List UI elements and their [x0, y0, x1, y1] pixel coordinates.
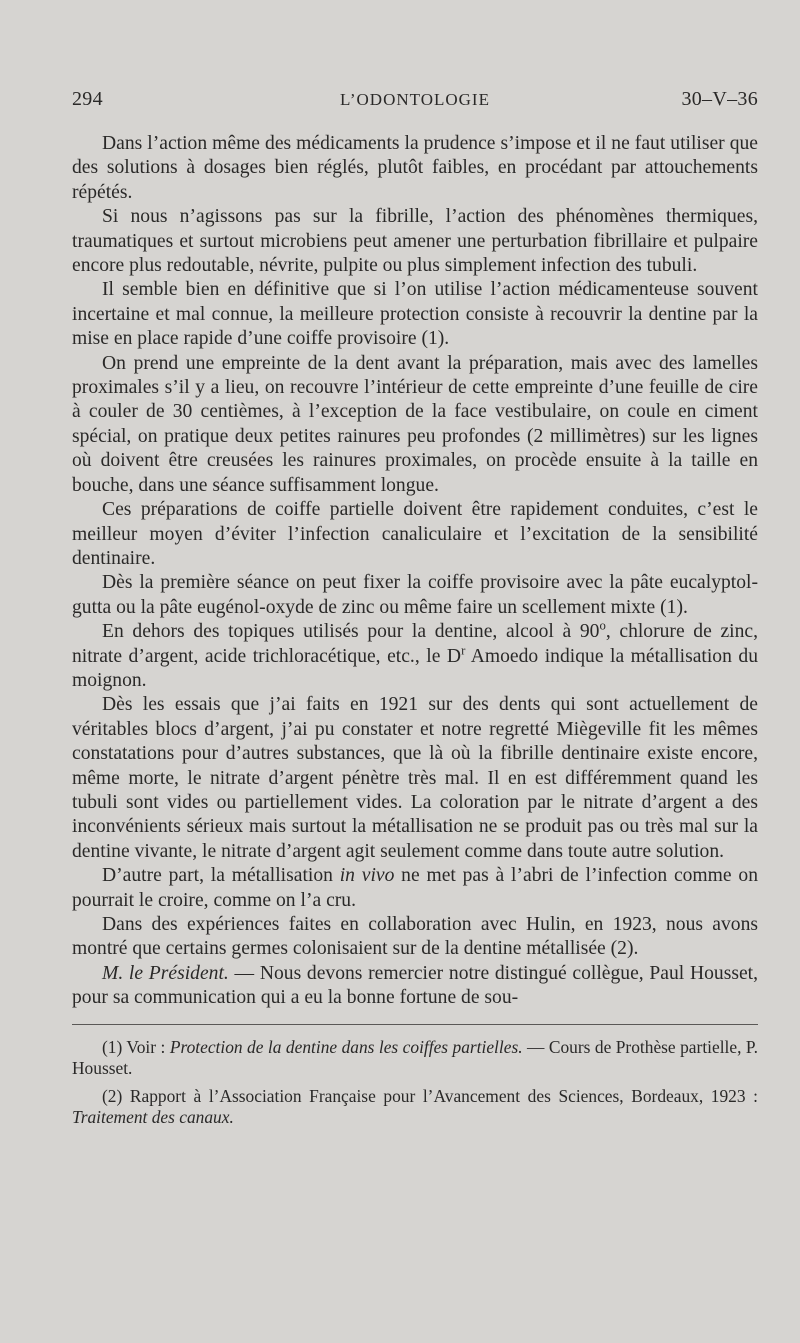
footnote-divider [72, 1024, 758, 1025]
page-number: 294 [72, 88, 103, 110]
paragraph: On prend une empreinte de la dent avant la préparation, mais avec des lamelles proximales s’il y a lieu, on recouvre l’intérieur de cette empreinte d’une feuille de cire à couler de 30 centièmes, à l’exception de la face vestibulaire, on coule en ciment spécial, on pratique deux petites rainures peu profondes (2 millimètres) sur les lignes où doivent être creusées les rainures proximales, on procède ensuite à la taille en bouche, dans une séance suffisamment longue. [72, 352, 758, 496]
footnote: (1) Voir : Protection de la dentine dans les coiffes partielles. — Cours de Prothèse partielle, P. Housset. [72, 1036, 758, 1079]
book-page [72, 88, 758, 1318]
paragraph: Dans des expériences faites en collaboration avec Hulin, en 1923, nous avons montré que certains germes colonisaient sur de la dentine métallisée (2). [72, 914, 758, 960]
paragraph: Ces préparations de coiffe partielle doivent être rapidement conduites, c’est le meilleur moyen d’éviter l’infection canaliculaire et l’excitation de la sensibilité dentinaire. [72, 499, 758, 569]
italic-term: in vivo [339, 865, 395, 887]
paragraph: En dehors des topiques utilisés pour la dentine, alcool à 90$^o$, chlorure de zinc, nitrate d’argent, acide trichloracétique, etc., le $D^r$ Amoedo indique la métallisation du moignon. [72, 618, 759, 691]
degree-superscript: o [599, 618, 606, 633]
running-header [72, 88, 758, 120]
paragraph: Dans l’action même des médicaments la prudence s’impose et il ne faut utiliser que des solutions à dosages bien réglés, plutôt faibles, en procédant par attouchements répétés. [72, 133, 758, 203]
footnote: (2) Rapport à l’Association Française pour l’Avancement des Sciences, Bordeaux, 1923 : Traitement des canaux. [72, 1085, 758, 1128]
doctor-superscript: r [461, 643, 466, 657]
footnotes [72, 1037, 758, 1129]
paragraph: D’autre part, la métallisation in vivo ne met pas à l’abri de l’infection comme on pourrait le croire, comme on l’a cru. [72, 865, 759, 911]
paragraph: Dès les essais que j’ai faits en 1921 sur des dents qui sont actuellement de véritables blocs d’argent, j’ai pu constater et notre regretté Miègeville fit les mêmes constatations pour d’autres substances, que là où la fibrille dentinaire existe encore, même morte, le nitrate d’argent pénètre très mal. Il en est différemment quand les tubuli sont vides ou partiellement vides. La coloration par le nitrate d’argent a des inconvénients sérieux mais surtout la métallisation ne se produit pas ou très mal sur la dentine vivante, le nitrate d’argent agit seulement comme dans toute autre solution. [72, 694, 758, 862]
issue-date: 30–V–36 [681, 88, 758, 110]
running-title: L’ODONTOLOGIE [340, 90, 490, 109]
body-text [72, 132, 758, 1011]
paragraph: Dès la première séance on peut fixer la coiffe provisoire avec la pâte eucalyptol-gutta ou la pâte eugénol-oxyde de zinc ou même faire un scellement mixte (1). [72, 572, 758, 618]
speaker-name: M. le Président. [102, 962, 229, 984]
paragraph: Il semble bien en définitive que si l’on utilise l’action médicamenteuse souvent incertaine et mal connue, la meilleure protection consiste à recouvrir la dentine par la mise en place rapide d’une coiffe provisoire (1). [72, 279, 758, 350]
paragraph: M. le Président. — Nous devons remercier notre distingué collègue, Paul Housset, pour sa communication qui a eu la bonne fortune de sou- [72, 962, 758, 1009]
paragraph: Si nous n’agissons pas sur la fibrille, l’action des phénomènes thermiques, traumatiques et surtout microbiens peut amener une perturbation fibrillaire et pulpaire encore plus redoutable, névrite, pulpite ou plus simplement infection des tubuli. [72, 206, 758, 277]
